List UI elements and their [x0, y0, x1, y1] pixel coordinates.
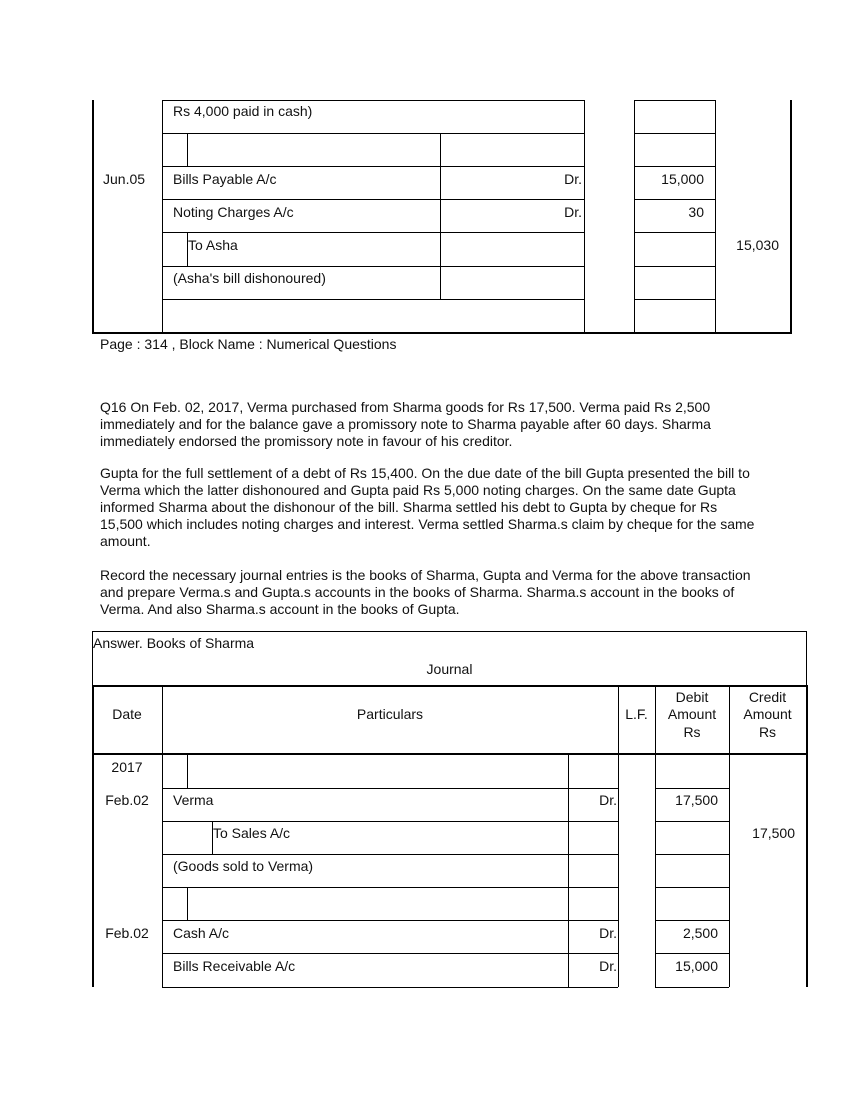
table-border	[92, 100, 94, 333]
header-particulars: Particulars	[356, 706, 424, 722]
question-paragraph: Gupta for the full settlement of a debt of Rs 15,400. On the due date of the bill Gupta presented the bill to Verma which the latter dishonoured and Gupta paid Rs 5,000 noting charges. On the same date Gupta informed Sharma about the dishonour of the bill. Sharma settled his debt to Gupta by cheque for Rs 15,500 which includes noting charges and interest. Verma settled Sharma.s claim by cheque for the same amount.	[100, 465, 755, 549]
table-border	[634, 299, 715, 300]
answer-caption: Answer. Books of Sharma	[93, 635, 255, 651]
table-border	[162, 100, 584, 101]
particulars-cell: Rs 4,000 paid in cash)	[173, 103, 313, 119]
credit-amount: 15,030	[736, 237, 779, 253]
particulars-cell: Noting Charges A/c	[173, 204, 294, 220]
particulars-cell: Cash A/c	[173, 925, 230, 941]
table-border	[655, 887, 729, 888]
dr-marker: Dr.	[599, 792, 617, 808]
dr-marker: Dr.	[599, 958, 617, 974]
debit-amount: 17,500	[675, 792, 718, 808]
date-cell: 2017	[111, 759, 143, 775]
table-border	[92, 631, 807, 632]
particulars-cell: (Asha's bill dishonoured)	[173, 270, 326, 286]
table-border	[634, 232, 715, 233]
table-border	[92, 332, 792, 334]
question-paragraph: Q16 On Feb. 02, 2017, Verma purchased from Sharma goods for Rs 17,500. Verma paid Rs 2,500 immediately and for the balance gave a promissory note to Sharma payable after 60 days. Sharma immediately endorsed the promissory note in favour of his creditor.	[100, 399, 711, 449]
table-border	[162, 788, 618, 789]
table-border	[634, 100, 715, 101]
table-border	[655, 920, 729, 921]
particulars-cell: Bills Receivable A/c	[173, 958, 296, 974]
table-border	[584, 100, 585, 333]
particulars-cell: (Goods sold to Verma)	[173, 858, 314, 874]
table-border	[790, 100, 792, 333]
header-date: Date	[112, 706, 142, 722]
header-credit: Rs	[758, 724, 777, 740]
table-border	[634, 166, 715, 167]
table-border	[162, 133, 584, 134]
particulars-cell: Bills Payable A/c	[173, 171, 277, 187]
table-border	[162, 887, 618, 888]
table-border	[440, 133, 441, 299]
page-footer: Page : 314 , Block Name : Numerical Questions	[100, 336, 397, 352]
header-credit: Amount	[743, 706, 792, 722]
debit-amount: 30	[688, 204, 704, 220]
table-border	[618, 685, 619, 987]
table-border	[568, 754, 569, 987]
dr-marker: Dr.	[564, 171, 582, 187]
table-border	[806, 631, 807, 686]
table-border	[162, 299, 584, 300]
table-border	[162, 685, 163, 987]
table-border	[162, 166, 584, 167]
table-border	[655, 987, 729, 988]
header-credit: Credit	[748, 689, 787, 705]
table-border	[162, 953, 618, 954]
date-cell: Jun.05	[103, 171, 146, 187]
table-border	[162, 821, 618, 822]
dr-marker: Dr.	[564, 204, 582, 220]
table-border	[634, 133, 715, 134]
debit-amount: 2,500	[682, 925, 718, 941]
date-cell: Feb.02	[105, 792, 149, 808]
table-border	[187, 133, 188, 166]
table-border	[655, 821, 729, 822]
table-border	[162, 199, 584, 200]
table-border	[187, 754, 188, 788]
table-border	[806, 685, 808, 987]
table-border	[655, 788, 729, 789]
table-border	[655, 854, 729, 855]
table-border	[715, 100, 716, 333]
particulars-cell: To Sales A/c	[213, 825, 291, 841]
table-border	[634, 199, 715, 200]
header-lf: L.F.	[625, 706, 648, 722]
particulars-cell: Verma	[173, 792, 214, 808]
table-border	[92, 685, 807, 687]
header-debit: Amount	[667, 706, 717, 722]
particulars-cell: To Asha	[188, 237, 238, 253]
debit-amount: 15,000	[675, 958, 718, 974]
header-debit: Debit	[675, 689, 709, 705]
credit-amount: 17,500	[752, 825, 795, 841]
table-border	[92, 685, 94, 987]
table-border	[162, 266, 584, 267]
table-border	[655, 953, 729, 954]
table-border	[162, 987, 618, 988]
journal-title: Journal	[426, 661, 473, 677]
header-debit: Rs	[683, 724, 701, 740]
question-paragraph: Record the necessary journal entries is the books of Sharma, Gupta and Verma for the above transaction and prepare Verma.s and Gupta.s accounts in the books of Sharma. Sharma.s account in the books of Verma. And also Sharma.s account in the books of Gupta.	[100, 567, 751, 617]
table-border	[634, 266, 715, 267]
table-border	[162, 232, 584, 233]
debit-amount: 15,000	[661, 171, 704, 187]
table-border	[162, 920, 618, 921]
dr-marker: Dr.	[599, 925, 617, 941]
table-border	[92, 753, 807, 755]
table-border	[162, 854, 618, 855]
date-cell: Feb.02	[105, 925, 149, 941]
table-border	[187, 887, 188, 920]
